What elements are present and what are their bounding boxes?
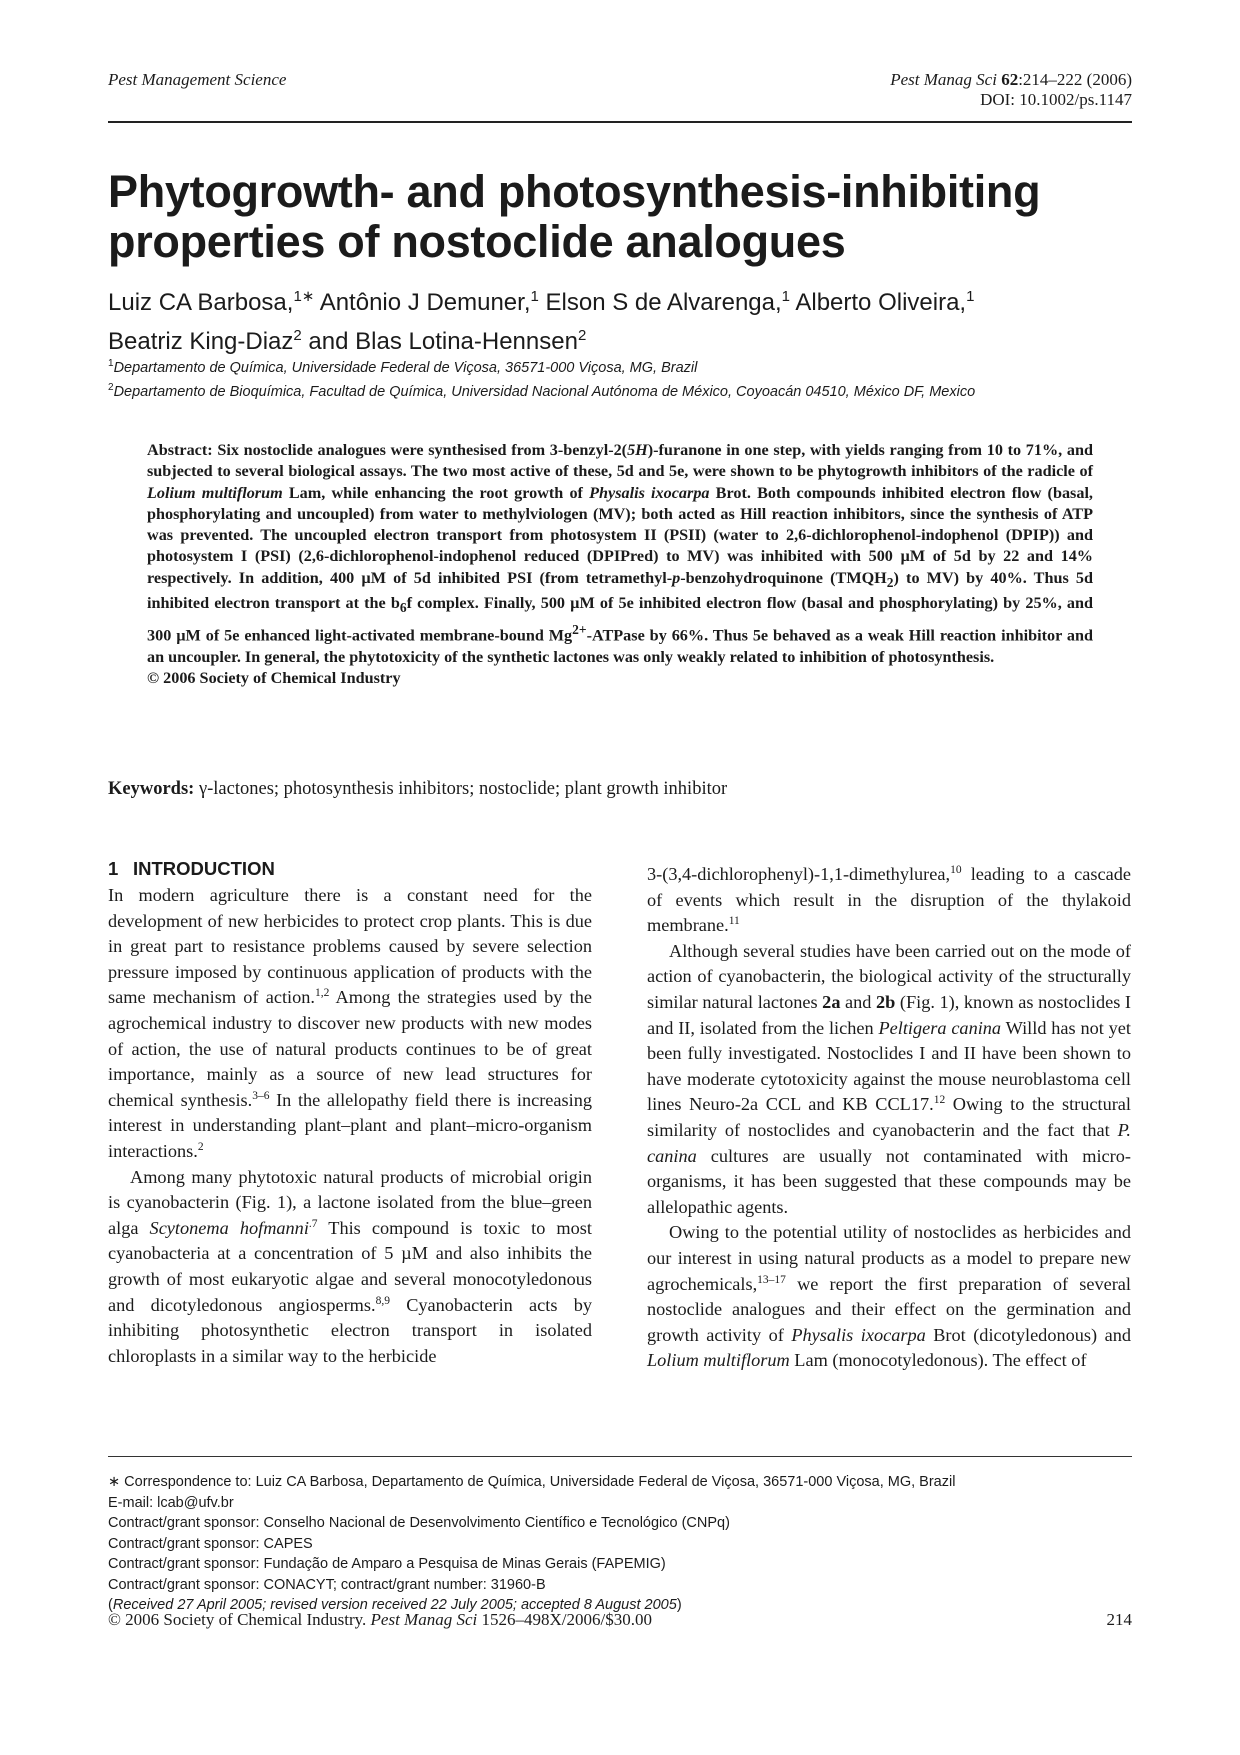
correspondence-text: Correspondence to: Luiz CA Barbosa, Departamento de Química, Universidade Federal de Viçosa, 36571-000 Viçosa, MG, Brazil (120, 1474, 956, 1490)
author[interactable]: Blas Lotina-Hennsen (355, 328, 578, 355)
author[interactable]: Beatriz King-Diaz (108, 328, 294, 355)
correspondence-note (108, 1472, 1138, 1493)
citation-ref[interactable]: 10 (950, 863, 962, 876)
abstract-subscript: 6 (399, 600, 407, 616)
received-dates-text: Received 27 April 2005; revised version received 22 July 2005; accepted 8 August 2005 (112, 1597, 677, 1613)
citation-ref[interactable]: 12 (933, 1094, 946, 1107)
citation-line (890, 70, 1132, 90)
paragraph-text: Owing to the potential utility of nostoclides as herbicides and our interest in using natural products as a model to prepare new agrochemicals, (647, 1222, 1131, 1294)
body-column-left (108, 858, 592, 1369)
abstract-text: Lam, while enhancing the root growth of (282, 483, 590, 502)
compound-label: 2a (822, 991, 841, 1012)
abstract-text: ) to MV) by 40%. Thus 5d inhibited electron transport at the b (147, 568, 1093, 613)
author[interactable]: Elson S de Alvarenga, (545, 289, 782, 316)
citation-ref[interactable]: .7 (308, 1217, 318, 1230)
keywords (108, 779, 727, 800)
abstract-text: -ATPase by 66%. Thus 5e behaved as a weak Hill reaction inhibitor and an uncoupler. In general, the phytotoxicity of the synthetic lactones was only weakly related to inhibition of photosynthesis. (147, 626, 1093, 666)
paragraph-text: This compound is toxic to most cyanobacteria at a concentration of 5 µM and also inhibits the growth of most eukaryotic algae and several monocotyledonous and dicotyledonous angiosperms. (108, 1217, 592, 1315)
paragraph (647, 862, 1131, 939)
author-affil-mark: 2 (293, 327, 302, 344)
email-note[interactable]: E-mail: lcab@ufv.br (108, 1494, 234, 1511)
doi[interactable]: DOI: 10.1002/ps.1147 (980, 90, 1132, 109)
footnote-rule (108, 1456, 1132, 1457)
sponsor-note: Contract/grant sponsor: Conselho Nacional de Desenvolvimento Científico e Tecnológico (CNPq) (108, 1515, 730, 1531)
paragraph-text: Willd has not yet been fully investigated. Nostoclides I and II have been shown to have moderate cytotoxicity against the mouse neuroblastoma cell lines Neuro-2a CCL and KB CCL17. (647, 1017, 1131, 1115)
footer-issn: 1526–498X/2006/$30.00 (477, 1610, 652, 1629)
citation-ref[interactable]: 3–6 (252, 1089, 270, 1102)
paragraph-text: In modern agriculture there is a constant need for the development of new herbicides to protect crop plants. This is due in great part to resistance problems caused by severe selection pressure imposed by continuous application of products with the same mechanism of action. (108, 885, 592, 1008)
affiliation-number: 2 (108, 382, 114, 393)
author-conjunction: and (308, 328, 349, 355)
article-title: Phytogrowth- and photosynthesis-inhibiting properties of nostoclide analogues (108, 166, 1041, 267)
abstract-text: f complex. Finally, 500 µM of 5e inhibited electron flow (basal and phosphorylating) by 25%, and 300 µM of 5e enhanced light-activated membrane-bound Mg (147, 594, 1094, 645)
sponsor-note: Contract/grant sponsor: Fundação de Amparo a Pesquisa de Minas Gerais (FAPEMIG) (108, 1556, 666, 1572)
species-name: Lolium multiflorum (647, 1350, 790, 1371)
author[interactable]: Antônio J Demuner, (319, 289, 531, 316)
affiliation-number: 1 (108, 358, 114, 369)
citation-volume: 62 (1001, 70, 1019, 89)
citation-ref[interactable]: 1,2 (314, 987, 330, 1000)
abstract-species: Lolium multiflorum (147, 483, 283, 502)
abstract-text: Brot. Both compounds inhibited electron flow (basal, phosphorylating and uncoupled) from water to methylviologen (MV); both acted as Hill reaction inhibitors, since the synthesis of ATP was prevented. The uncoupled electron transport from photosystem II (PSII) (water to 2,6-dichlorophenol-indophenol (DPIP)) and photosystem I (PSI) (2,6-dichlorophenol-indophenol reduced (DPIPred) to MV) was inhibited with 500 µM of 5d by 22 and 14% respectively. In addition, 400 µM of 5d inhibited PSI (from tetramethyl- (147, 483, 1093, 587)
abstract-copyright: © 2006 Society of Chemical Industry (147, 668, 401, 687)
paragraph-text: Among the strategies used by the agrochemical industry to discover new products with new modes of action, the use of natural products continues to be of great importance, mainly as a source of new lead structures for chemical synthesis. (108, 987, 592, 1110)
species-name: Scytonema hofmanni (149, 1217, 309, 1238)
paragraph-text: Cyanobacterin acts by inhibiting photosynthetic electron transport in isolated chloroplasts in a similar way to the herbicide (108, 1294, 593, 1366)
section-title: INTRODUCTION (133, 858, 275, 879)
paragraph-text: In the allelopathy field there is increasing interest in understanding plant–plant and plant–micro-organism interactions. (108, 1089, 592, 1161)
author-affil-mark: 1 (781, 288, 791, 305)
abstract-text: -benzohydroquinone (TMQH (680, 568, 887, 587)
paragraph-text: Although several studies have been carried out on the mode of action of cyanobacterin, the biological activity of the structurally similar natural lactones (647, 940, 1131, 1012)
abstract-text: )-furanone in one step, with yields ranging from 10 to 71%, and subjected to several biological assays. The two most active of these, 5d and 5e, were shown to be phytogrowth inhibitors of the radicle of (147, 441, 1093, 481)
paragraph-text: 3-(3,4-dichlorophenyl)-1,1-dimethylurea, (647, 864, 951, 884)
keywords-text: γ-lactones; photosynthesis inhibitors; nostoclide; plant growth inhibitor (198, 779, 728, 799)
citation-pages: :214–222 (2006) (1018, 70, 1132, 89)
paragraph (647, 939, 1131, 1221)
abstract-subscript: 2 (886, 575, 894, 591)
species-name: Peltigera canina (878, 1017, 1002, 1038)
author-affil-mark: 2 (577, 327, 587, 344)
header-rule (108, 121, 1132, 123)
page-number: 214 (1106, 1610, 1132, 1629)
footer-copyright (108, 1610, 652, 1630)
paragraph-text: Owing to the structural similarity of nostoclides and cyanobacterin and the fact that (647, 1094, 1131, 1140)
affiliation-text: Departamento de Química, Universidade Federal de Viçosa, 36571-000 Viçosa, MG, Brazil (113, 359, 698, 376)
citation-ref[interactable]: 11 (728, 915, 740, 928)
abstract-text: Abstract: Six nostoclide analogues were synthesised from 3-benzyl-2( (147, 441, 628, 459)
author-affil-mark: 1∗ (293, 288, 315, 305)
author-list (108, 280, 1138, 358)
compound-label: 2b (876, 991, 896, 1012)
paragraph-text: Brot (dicotyledonous) and (925, 1324, 1131, 1345)
section-heading (108, 858, 592, 880)
paragraph-text: Lam (monocotyledonous). The effect of (789, 1350, 1087, 1371)
affiliation (108, 378, 1168, 402)
received-dates: (Received 27 April 2005; revised version received 22 July 2005; accepted 8 August 2005) (108, 1597, 682, 1613)
citation-block (890, 70, 1132, 110)
paragraph-text: we report the first preparation of several nostoclide analogues and their effect on the germination and growth activity of (647, 1273, 1131, 1345)
paragraph-text: and (840, 991, 877, 1012)
citation-ref[interactable]: 2 (197, 1140, 204, 1153)
citation-ref[interactable]: 13–17 (757, 1273, 786, 1286)
citation-ref[interactable]: 8,9 (375, 1294, 390, 1307)
body-column-right (647, 862, 1131, 1374)
journal-name: Pest Management Science (108, 70, 287, 89)
author[interactable]: Alberto Oliveira, (795, 289, 967, 316)
species-name: Physalis ixocarpa (791, 1324, 926, 1345)
author-affil-mark: 1 (530, 288, 539, 305)
affiliation (108, 354, 1168, 378)
abstract-italic: p (672, 568, 681, 587)
author[interactable]: Luiz CA Barbosa, (108, 289, 294, 316)
abstract-superscript: 2+ (572, 621, 587, 637)
footer-journal: Pest Manag Sci (370, 1610, 478, 1629)
footnotes (108, 1472, 1138, 1616)
paragraph-text: leading to a cascade of events which result in the disruption of the thylakoid membrane. (647, 864, 1131, 936)
keywords-label: Keywords: (108, 779, 195, 799)
abstract-italic: 5H (627, 441, 648, 459)
paragraph-text: (Fig. 1), known as nostoclides I and II, isolated from the lichen (647, 991, 1131, 1038)
affiliation-text: Departamento de Bioquímica, Facultad de Química, Universidad Nacional Autónoma de México, Coyoacán 04510, México DF, Mexico (113, 383, 976, 400)
author-affil-mark: 1 (966, 288, 975, 305)
paragraph (108, 883, 592, 1165)
paragraph (108, 1165, 592, 1370)
sponsor-note: Contract/grant sponsor: CONACYT; contract/grant number: 31960-B (108, 1576, 546, 1593)
abstract (147, 440, 1093, 689)
species-name: P. canina (647, 1119, 1131, 1166)
citation-journal: Pest Manag Sci (890, 70, 997, 89)
sponsor-note: Contract/grant sponsor: CAPES (108, 1535, 313, 1552)
correspondence-mark: ∗ (108, 1474, 121, 1490)
footer-copy-text: © 2006 Society of Chemical Industry. (108, 1610, 371, 1629)
paragraph-text: cultures are usually not contaminated with micro-organisms, it has been suggested that these compounds may be allelopathic agents. (647, 1145, 1131, 1217)
section-number: 1 (108, 858, 119, 879)
paragraph-text: Among many phytotoxic natural products of microbial origin is cyanobacterin (Fig. 1), a lactone isolated from the blue–green alga (108, 1166, 592, 1238)
abstract-species: Physalis ixocarpa (589, 483, 710, 502)
paragraph (647, 1220, 1131, 1374)
